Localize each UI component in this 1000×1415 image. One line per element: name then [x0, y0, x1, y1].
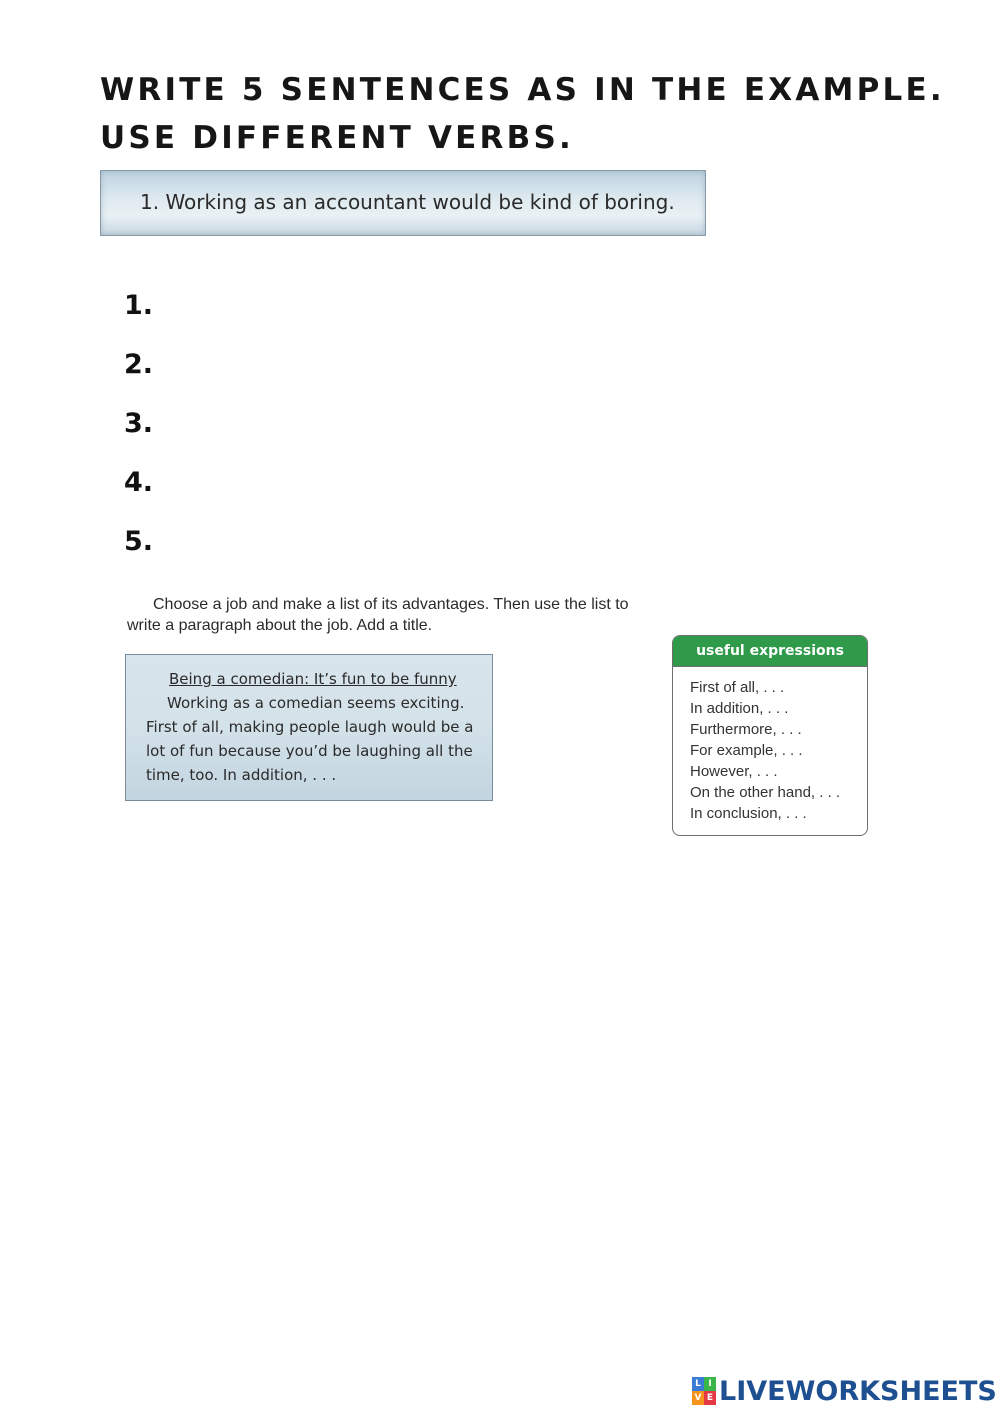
instructions-line-2: write a paragraph about the job. Add a title. — [127, 617, 433, 634]
useful-expressions-list — [673, 667, 867, 824]
answer-number-1: 1. — [124, 290, 154, 321]
list-item: In conclusion, . . . — [690, 805, 807, 822]
example-box — [100, 170, 706, 236]
list-item: However, . . . — [690, 763, 778, 780]
sample-paragraph-title: Being a comedian: It’s fun to be funny — [169, 670, 457, 688]
logo-text: LIVEWORKSHEETS — [719, 1375, 997, 1407]
liveworksheets-logo-icon: L I V E — [692, 1377, 716, 1405]
sample-paragraph-line: Working as a comedian seems exciting. — [167, 694, 465, 712]
list-item: For example, . . . — [690, 742, 803, 759]
list-item: Furthermore, . . . — [690, 721, 802, 738]
liveworksheets-logo — [692, 1373, 997, 1409]
list-item: In addition, . . . — [690, 700, 789, 717]
sample-paragraph-box — [125, 654, 493, 801]
answer-number-2: 2. — [124, 349, 154, 380]
useful-expressions-header: useful expressions — [673, 636, 867, 667]
instructions-line-1: Choose a job and make a list of its advantages. Then use the list to — [153, 596, 629, 613]
list-item: First of all, . . . — [690, 679, 785, 696]
answer-number-5: 5. — [124, 526, 154, 557]
answer-number-3: 3. — [124, 408, 154, 439]
useful-expressions-box — [672, 635, 868, 836]
answer-number-4: 4. — [124, 467, 154, 498]
sample-paragraph-line: time, too. In addition, . . . — [146, 766, 337, 784]
heading-line-1: WRITE 5 SENTENCES AS IN THE EXAMPLE. — [100, 72, 945, 108]
list-item: On the other hand, . . . — [690, 784, 841, 801]
example-sentence: 1. Working as an accountant would be kind of boring. — [140, 190, 675, 214]
sample-paragraph-line: lot of fun because you’d be laughing all the — [146, 742, 473, 760]
sample-paragraph-line: First of all, making people laugh would be a — [146, 718, 474, 736]
heading-line-2: USE DIFFERENT VERBS. — [100, 120, 574, 156]
instructions — [127, 594, 667, 636]
